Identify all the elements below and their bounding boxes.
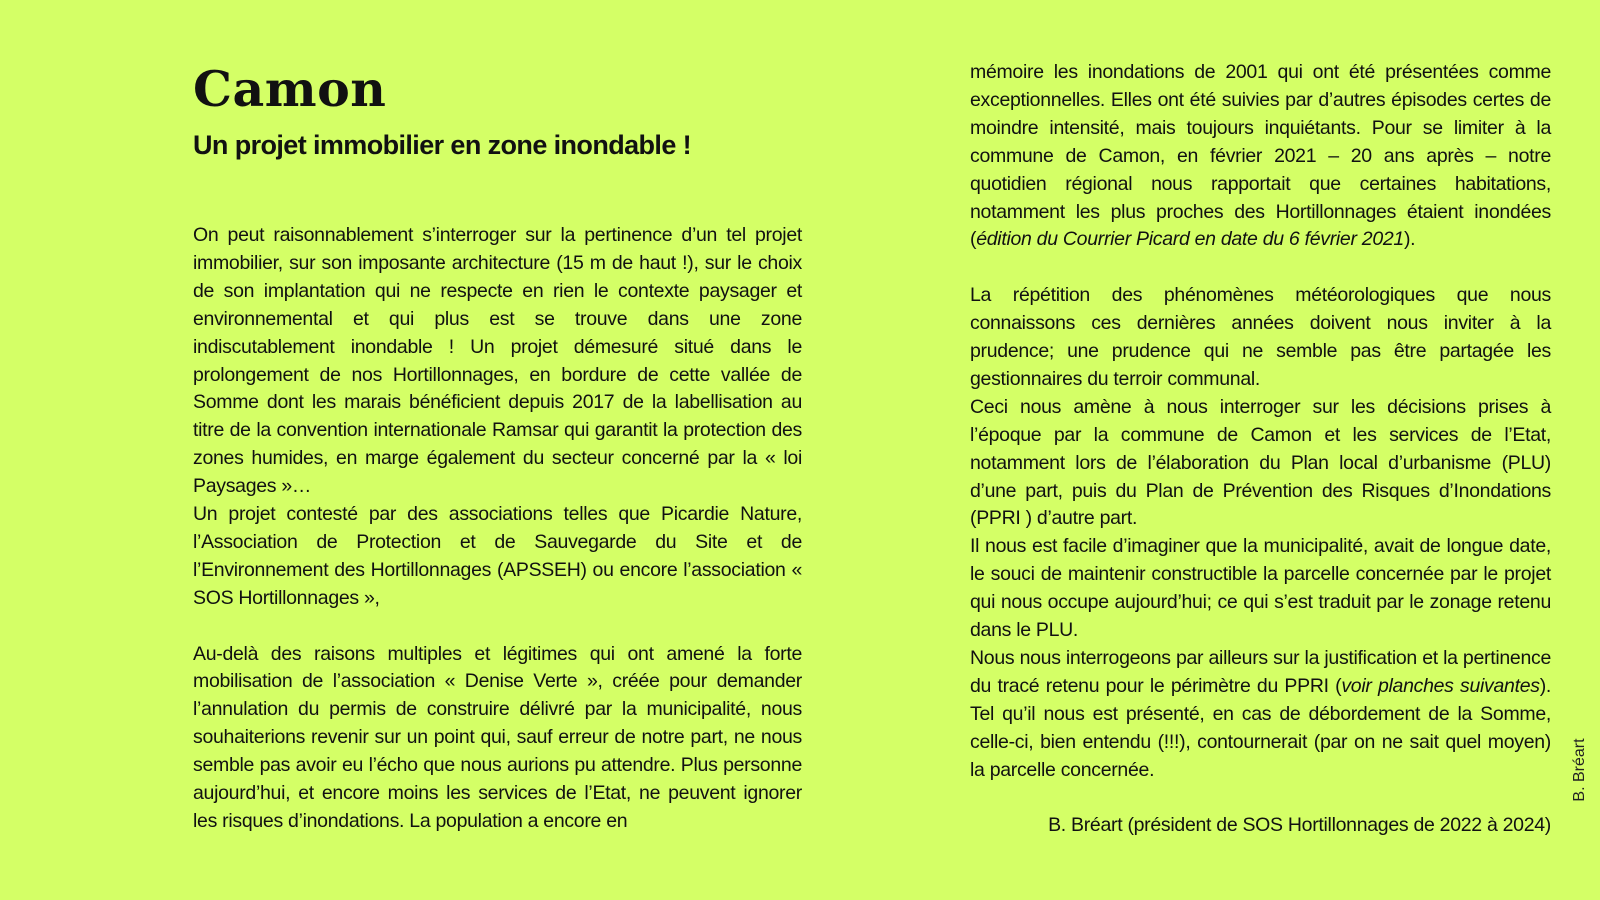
side-credit: B. Bréart: [1571, 738, 1588, 802]
paragraph: [970, 645, 1551, 785]
paragraph: On peut raisonnablement s’interroger sur la pertinence d’un tel projet immobilier, sur son imposante architecture (15 m de haut !), sur le choix de son implantation qui ne respecte en rien le contexte paysager et environnemental et qui plus est se trouve dans une zone indiscutablement inondable ! Un projet démesuré situé dans le prolongement de nos Hortillonnages, en bordure de cette vallée de Somme dont les marais bénéficient depuis 2017 de la labellisation au titre de la convention internationale Ramsar qui garantit la protection des zones humides, en marge également du secteur concerné par la « loi Paysages »…: [193, 224, 802, 498]
citation-italic: édition du Courrier Picard en date du 6 février 2021: [976, 228, 1404, 251]
paragraph-text: mémoire les inondations de 2001 qui ont été présentées comme exceptionnelles. Elles ont été suivies par d’autres épisodes certes de moindre intensité, mais toujours inquiétants. Pour se limiter à la commune de Camon, en février 2021 – 20 ans après – notre quotidien régional nous rapportait que certaines habitations, notamment les plus proches des Hortillonnages étaient inondées (: [970, 61, 1551, 251]
page-title: Camon: [193, 60, 387, 118]
paragraph-text: Nous nous interrogeons par ailleurs sur la justification et la pertinence du tracé retenu pour le périmètre du PPRI (: [970, 647, 1551, 697]
paragraph-text: ). Tel qu’il nous est présenté, en cas de débordement de la Somme, celle-ci, bien entendu (!!!), contournerait (par on ne sait quel moyen) la parcelle concernée.: [970, 674, 1552, 781]
reference-italic: voir planches suivantes: [1341, 674, 1540, 697]
paragraph-text: ).: [1403, 228, 1416, 251]
paragraph: La répétition des phénomènes météorologiques que nous connaissons ces dernières années doivent nous inviter à la prudence; une prudence qui ne semble pas être partagée les gestionnaires du terroir communal.: [970, 284, 1551, 390]
right-column: [970, 59, 1551, 840]
signature: B. Bréart (président de SOS Hortillonnages de 2022 à 2024): [1048, 814, 1551, 837]
paragraph: [970, 59, 1551, 254]
left-column: [193, 222, 802, 836]
paragraph: Un projet contesté par des associations telles que Picardie Nature, l’Association de Protection et de Sauvegarde du Site et de l’Environnement des Hortillonnages (APSSEH) ou encore l’association « SOS Hortillonnages »,: [193, 503, 802, 609]
paragraph: Au-delà des raisons multiples et légitimes qui ont amené la forte mobilisation de l’association « Denise Verte », créée pour demander l’annulation du permis de construire délivré par la municipalité, nous souhaiterions revenir sur un point qui, sauf erreur de notre part, ne nous semble pas avoir eu l’écho que nous aurions pu attendre. Plus personne aujourd’hui, et encore moins les services de l’Etat, ne peuvent ignorer les risques d’inondations. La population a encore en: [193, 642, 802, 833]
paragraph: Ceci nous amène à nous interroger sur les décisions prises à l’époque par la commune de Camon et les services de l’Etat, notamment lors de l’élaboration du Plan local d’urbanisme (PLU) d’une part, puis du Plan de Prévention des Risques d’Inondations (PPRI ) d’autre part.: [970, 395, 1551, 530]
paragraph: Il nous est facile d’imaginer que la municipalité, avait de longue date, le souci de maintenir constructible la parcelle concernée par le projet qui nous occupe aujourd’hui; ce qui s’est traduit par le zonage retenu dans le PLU.: [970, 535, 1551, 642]
page-subtitle: Un projet immobilier en zone inondable !: [193, 130, 692, 160]
